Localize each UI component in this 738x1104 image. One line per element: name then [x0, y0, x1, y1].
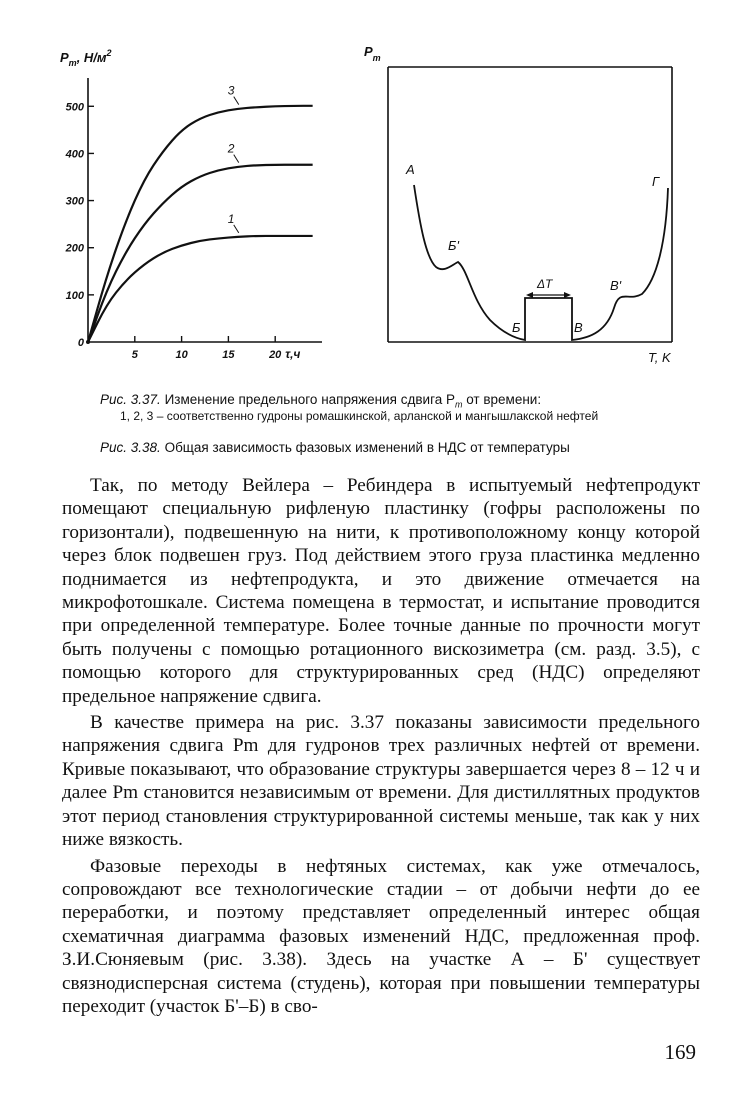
fig1-curve-leader [234, 155, 239, 163]
fig1-x-axis-unit: τ,ч [285, 347, 301, 361]
figure-3-37-chart [58, 40, 348, 380]
fig1-series-line [88, 165, 313, 342]
fig2-phase-curve [414, 185, 668, 340]
fig1-curve-label: 1 [227, 211, 235, 226]
fig1-y-tick-label: 400 [65, 148, 84, 161]
fig1-curve-leader [234, 225, 239, 233]
fig2-y-axis-label: $P_m$ [364, 44, 381, 63]
fig1-curve-label: 3 [227, 83, 235, 98]
fig2-point-g: Г [652, 174, 660, 189]
fig1-origin-point [86, 340, 90, 344]
fig1-x-tick-label: 5 [131, 349, 138, 361]
caption-fig2-label: Рис. 3.38. [100, 440, 161, 455]
fig1-y-axis-label: $P_m$, $Н/м^2$ [60, 48, 112, 68]
paragraph-2: В качестве примера на рис. 3.37 показаны зависимости предельного напряжения сдвига Pm для гудронов трех различных нефтей от времени. Кривые показывают, что образование структуры завершается через 8 – 12 ч и далее Pm становится независимым от времени. Для дистиллятных продуктов этот период становления структурированной системы меньше, так как у них ниже вязкость. [62, 712, 700, 851]
fig1-y-ticks [65, 101, 94, 349]
caption-fig1-text: Изменение предельного напряжения сдвига P [164, 392, 455, 407]
caption-fig1-tail: от времени: [462, 392, 542, 407]
fig1-curve-label: 2 [227, 141, 235, 156]
fig2-delta-label: ΔT [537, 277, 553, 291]
fig2-x-axis-label: T, K [648, 350, 671, 365]
caption-fig2-text: Общая зависимость фазовых изменений в НДС от температуры [164, 440, 570, 455]
page-number: 169 [664, 1040, 696, 1064]
fig1-curve-leader [234, 97, 239, 105]
paragraph-3: Фазовые переходы в нефтяных системах, как уже отмечалось, сопровождают все технологические стадии – от добычи нефти до ее переработки, и поэтому представляет определенный интерес общая схематичная диаграмма фазовых изменений НДС, предложенная проф. З.И.Сюняевым (рис. 3.38). Здесь на участке А – Б' существует связнодисперсная система (студень), которая при повышении температуры переходит (участок Б'–Б) в сво- [62, 855, 700, 1017]
fig1-series-line [88, 106, 313, 342]
fig2-point-v-prime: В' [610, 278, 622, 293]
fig1-y-tick-label: 300 [65, 195, 84, 208]
fig1-x-tick-label: 15 [222, 349, 235, 361]
caption-fig-3-37 [100, 392, 700, 410]
fig1-y-tick-label: 500 [65, 101, 84, 114]
caption-fig1-sub: m [454, 399, 463, 410]
fig1-series-line [88, 236, 313, 342]
figure-3-38-diagram [352, 40, 692, 380]
caption-fig-3-38 [100, 440, 700, 455]
caption-fig1-label: Рис. 3.37. [100, 392, 161, 407]
fig1-x-ticks [132, 336, 301, 361]
paragraph-1: Так, по методу Вейлера – Ребиндера в испытуемый нефтепродукт помещают специальную рифленую пластинку (гофры расположены по горизонтали), подвешенную на нити, к противоположному концу которой через блок подвешен груз. Под действием этого груза пластинка медленно поднимается из нефтепродукта, и это движение отмечается на микрофотошкале. Система помещена в термостат, и испытание проводится при определенной температуре. Более точные данные по прочности могут быть получены с помощью ротационного вискозиметра (см. разд. 3.5), с помощью которого для структурированных сред (НДС) определяют предельное напряжение сдвига. [62, 475, 700, 707]
fig1-y-tick-label: 200 [65, 242, 84, 255]
fig1-x-tick-label: 10 [175, 349, 188, 361]
body-text [62, 474, 700, 1018]
fig2-point-a: А [406, 162, 415, 177]
fig2-point-b: Б [512, 320, 521, 335]
fig2-point-v: В [574, 320, 583, 335]
fig1-y-tick-label: 0 [77, 337, 84, 349]
fig1-x-tick-label: 20 [269, 349, 282, 361]
fig1-y-tick-label: 100 [65, 289, 84, 302]
caption-fig1-legend: 1, 2, 3 – соответственно гудроны ромашкинской, арланской и мангышлакской нефтей [120, 409, 599, 423]
fig2-point-b-prime: Б' [448, 238, 459, 253]
fig1-curves [86, 84, 313, 344]
